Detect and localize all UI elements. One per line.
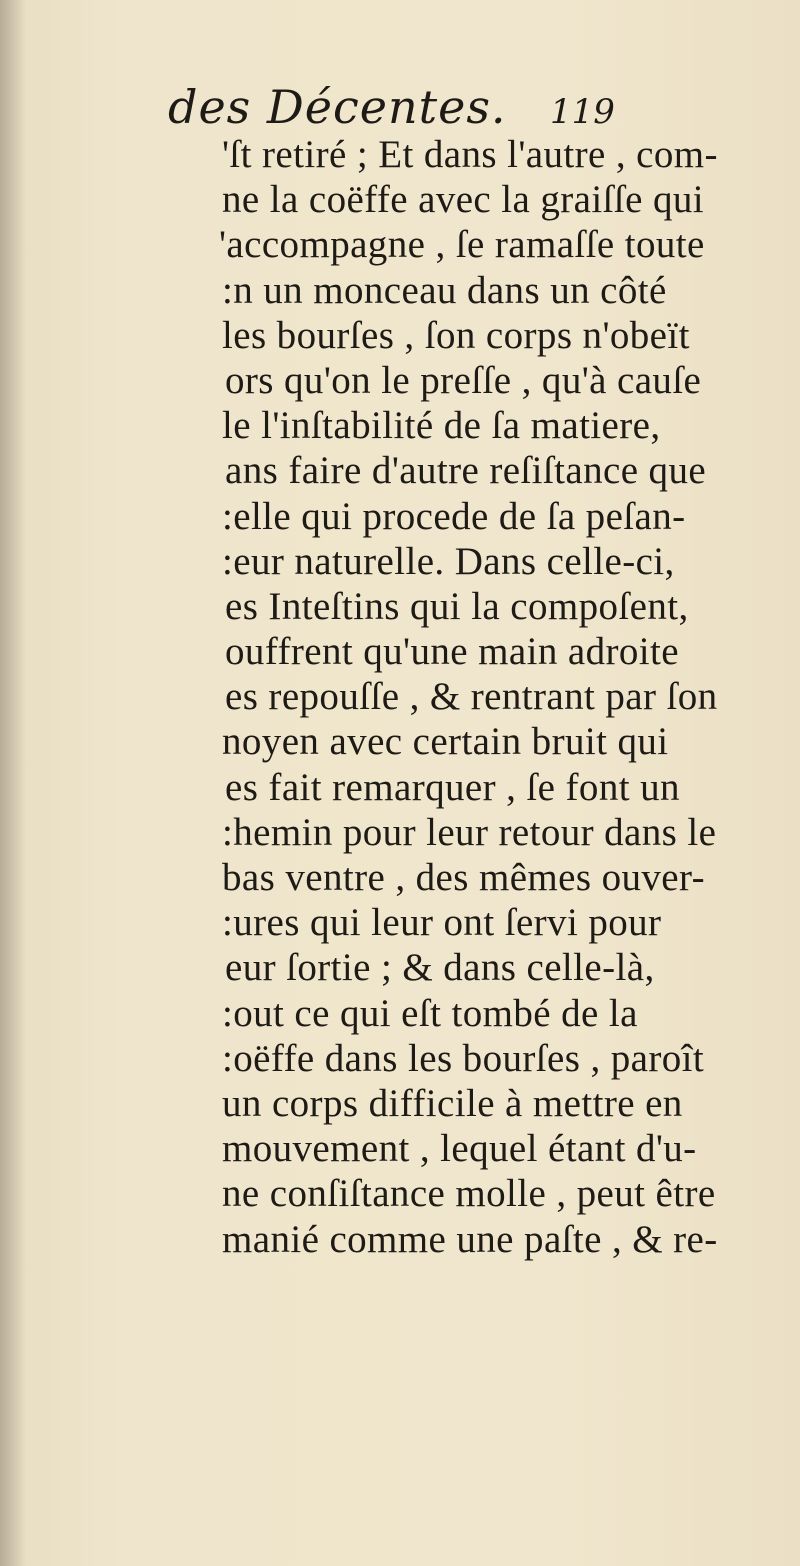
text-line: manié comme une paſte , & re- — [222, 1217, 718, 1261]
text-line: eur ſortie ; & dans celle-là, — [225, 946, 655, 990]
text-line: es Inteſtins qui la compoſent, — [225, 584, 689, 628]
text-line: un corps difficile à mettre en — [222, 1081, 683, 1125]
running-head — [168, 80, 615, 140]
text-line: 'accompagne , ſe ramaſſe toute — [219, 223, 705, 267]
text-line: es fait remarquer , ſe font un — [225, 765, 680, 809]
text-line: ans faire d'autre reſiſtance que — [225, 449, 707, 493]
text-line: ne conſiſtance molle , peut être — [222, 1172, 716, 1216]
text-line: mouvement , lequel étant d'u- — [222, 1127, 697, 1171]
text-line: ne la coëffe avec la graiſſe qui — [222, 178, 704, 222]
text-line: 'ſt retiré ; Et dans l'autre , com- — [222, 133, 718, 176]
text-line: le l'inſtabilité de ſa matiere, — [222, 404, 661, 448]
page-number: 119 — [550, 92, 615, 132]
text-line: :ures qui leur ont ſervi pour — [222, 901, 662, 945]
text-line: :hemin pour leur retour dans le — [222, 810, 717, 854]
text-line: bas ventre , des mêmes ouver- — [222, 856, 705, 899]
text-line: :eur naturelle. Dans celle-ci, — [222, 539, 675, 583]
text-line: :elle qui procede de ſa peſan- — [222, 494, 686, 538]
running-head-title: des Décentes. — [168, 80, 507, 134]
body-text — [0, 132, 790, 1262]
text-line: :n un monceau dans un côté — [222, 268, 667, 312]
text-line: :oëffe dans les bourſes , paroît — [222, 1036, 705, 1080]
text-line: es repouſſe , & rentrant par ſon — [225, 675, 718, 719]
text-line: ors qu'on le preſſe , qu'à cauſe — [225, 358, 702, 402]
text-line: :out ce qui eſt tombé de la — [222, 991, 638, 1035]
text-line: les bourſes , ſon corps n'obeït — [222, 313, 690, 357]
text-line: ouffrent qu'une main adroite — [225, 630, 679, 674]
text-line: noyen avec certain bruit qui — [222, 720, 669, 764]
